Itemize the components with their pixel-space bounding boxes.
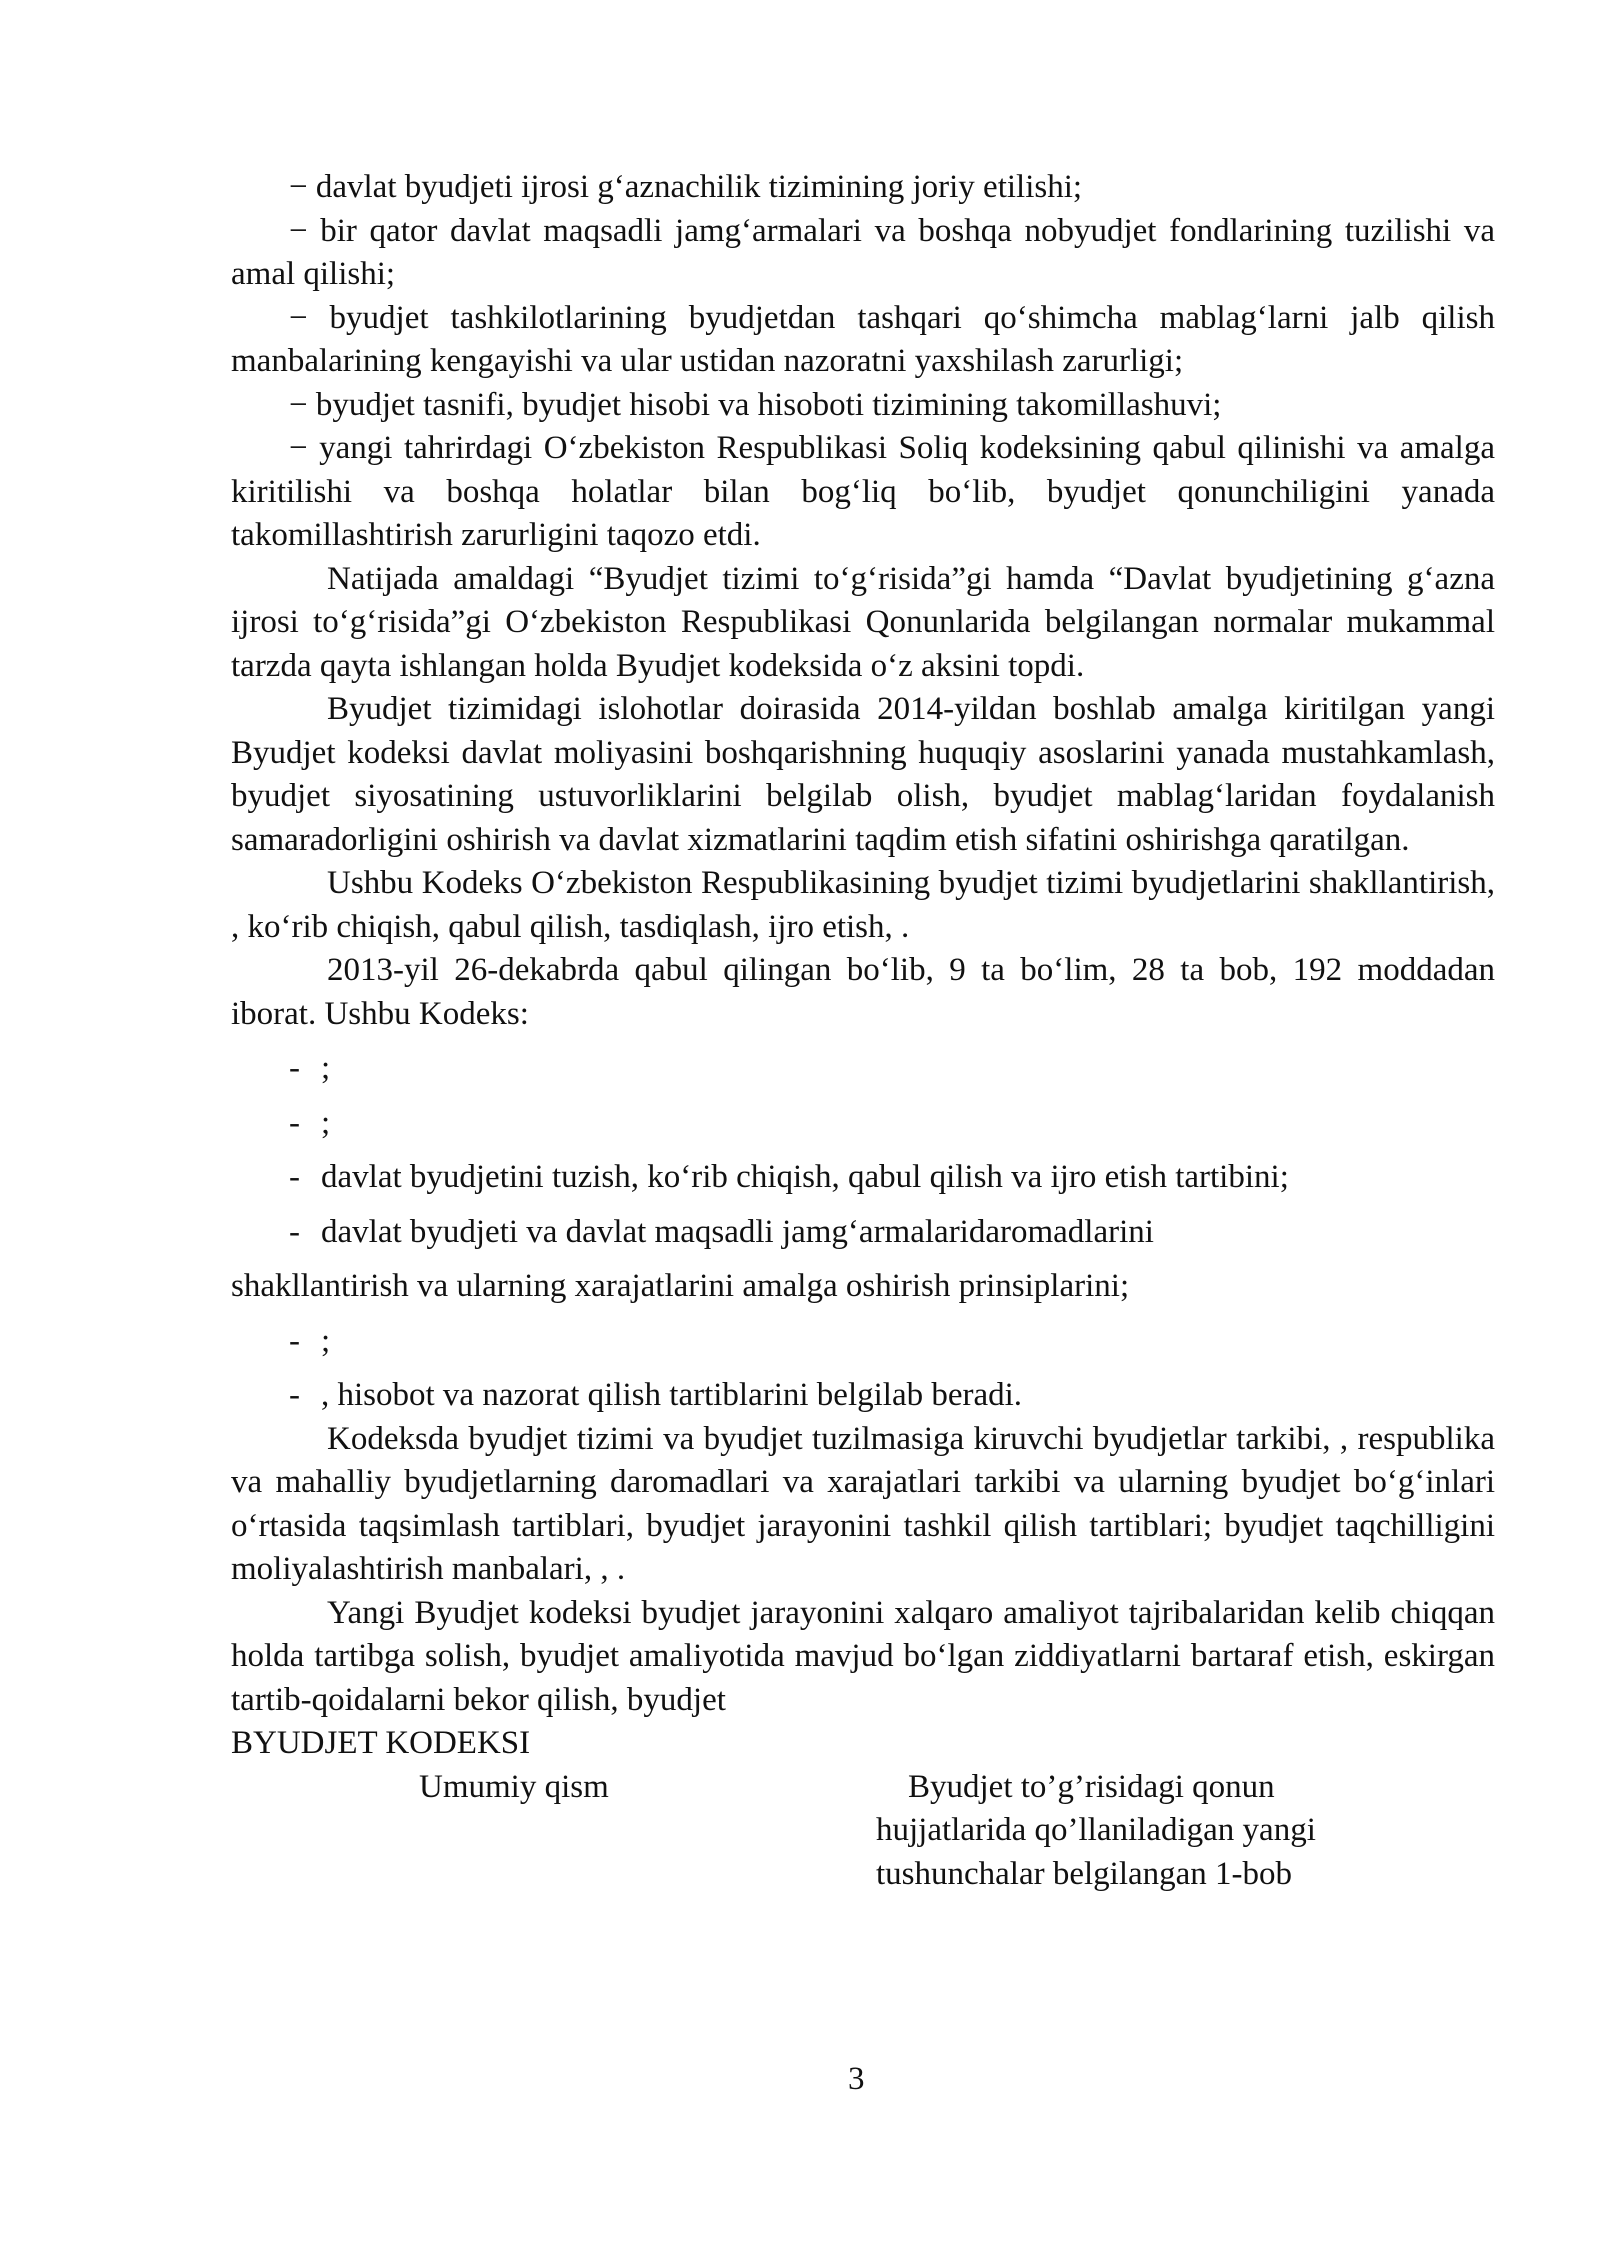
intro-line-4: − byudjet tasnifi, byudjet hisobi va hisoboti tizimining takomillashuvi; — [289, 386, 1222, 423]
two-column-block — [231, 1766, 1495, 1906]
bullet-item-5 — [231, 1320, 1495, 1364]
right-column-line-2: hujjatlarida qo’llaniladigan yangi — [876, 1812, 1316, 1848]
paragraph-2: Byudjet tizimidagi islohotlar doirasida 2014-yildan boshlab amalga kiritilgan yangi Byudjet kodeksi davlat moliyasini boshqarishning huquqiy asoslarini yanada mustahkamlash, byudjet siyosatining ustuvorliklarini belgilab olish, byudjet mablag‘laridan foydalanish samaradorligini oshirish va davlat xizmatlarini taqdim etish sifatini oshirishga qaratilgan. — [231, 691, 1495, 858]
bullet-text: , hisobot va nazorat qilish tartiblarini belgilab beradi. — [321, 1377, 1023, 1413]
left-column-text: Umumiy qism — [419, 1768, 609, 1805]
bullet-text: davlat byudjeti va davlat maqsadli jamg‘armalaridaromadlarini — [321, 1213, 1154, 1250]
bullet-text: ; — [321, 1104, 331, 1141]
bullet-mark: - — [289, 1050, 300, 1086]
paragraph-3: Ushbu Kodeks O‘zbekiston Respublikasining byudjet tizimi byudjetlarini shakllantirish, , ko‘rib chiqish, qabul qilish, tasdiqlash, ijro etish, . — [231, 865, 1495, 945]
bullet-text: davlat byudjetini tuzish, ko‘rib chiqish, qabul qilish va ijro etish tartibini; — [321, 1159, 1289, 1195]
bullet-item-4 — [231, 1211, 1495, 1255]
intro-line-3: − byudjet tashkilotlarining byudjetdan tashqari qo‘shimcha mablag‘larni jalb qilish manbalarining kengayishi va ular ustidan nazoratni yaxshilash zarurligi; — [231, 299, 1495, 379]
bullet-mark: - — [289, 1159, 300, 1195]
section-heading: BYUDJET KODEKSI — [231, 1725, 531, 1761]
paragraph-4: 2013-yil 26-dekabrda qabul qilingan bo‘lib, 9 ta bo‘lim, 28 ta bob, 192 moddadan iborat. Ushbu Kodeks: — [231, 952, 1495, 1032]
right-column-line-1: Byudjet to’g’risidagi qonun — [908, 1768, 1275, 1805]
bullet-item-3 — [231, 1156, 1495, 1200]
intro-line-5: − yangi tahrirdagi O‘zbekiston Respublikasi Soliq kodeksining qabul qilinishi va amalga kiritilishi va boshqa holatlar bilan bog‘liq bo‘lib, byudjet qonunchiligini yanada takomillashtirish zarurligini taqozo etdi. — [231, 430, 1495, 553]
page-number: 3 — [848, 2061, 865, 2097]
bullet-mark: - — [289, 1104, 300, 1141]
right-column-line-3: tushunchalar belgilangan 1-bob — [876, 1855, 1293, 1892]
bullet-item-4-continuation: shakllantirish va ularning xarajatlarini amalga oshirish prinsiplarini; — [231, 1268, 1130, 1304]
right-column — [876, 1766, 1436, 1897]
bullet-item-6 — [231, 1374, 1495, 1418]
bullet-mark: - — [289, 1377, 300, 1413]
bullet-mark: - — [289, 1213, 300, 1250]
document-body — [231, 166, 1495, 1906]
intro-line-2: − bir qator davlat maqsadli jamg‘armalari va boshqa nobyudjet fondlarining tuzilishi va amal qilishi; — [231, 212, 1495, 292]
paragraph-1: Natijada amaldagi “Byudjet tizimi to‘g‘risida”gi hamda “Davlat byudjetining g‘azna ijrosi to‘g‘risida”gi O‘zbekiston Respublikasi Qonunlarida belgilangan normalar mukammal tarzda qayta ishlangan holda Byudjet kodeksida o‘z aksini topdi. — [231, 560, 1495, 684]
bullet-item-1 — [231, 1047, 1495, 1091]
bullet-text: ; — [321, 1322, 331, 1359]
intro-line-1: − davlat byudjeti ijrosi g‘aznachilik tizimining joriy etilishi; — [289, 169, 1083, 205]
paragraph-5: Kodeksda byudjet tizimi va byudjet tuzilmasiga kiruvchi byudjetlar tarkibi, , respublika va mahalliy byudjetlarning daromadlari va xarajatlari tarkibi va ularning byudjet bo‘g‘inlari o‘rtasida taqsimlash tartiblari, byudjet jarayonini tashkil qilish tartiblari; byudjet taqchilligini moliyalashtirish manbalari, , . — [231, 1420, 1495, 1587]
bullet-text: ; — [321, 1050, 331, 1086]
bullet-mark: - — [289, 1322, 300, 1359]
paragraph-6: Yangi Byudjet kodeksi byudjet jarayonini xalqaro amaliyot tajribalaridan kelib chiqqan holda tartibga solish, byudjet amaliyotida mavjud bo‘lgan ziddiyatlarni bartaraf etish, eskirgan tartib-qoidalarni bekor qilish, byudjet — [231, 1594, 1495, 1718]
bullet-item-2 — [231, 1102, 1495, 1146]
